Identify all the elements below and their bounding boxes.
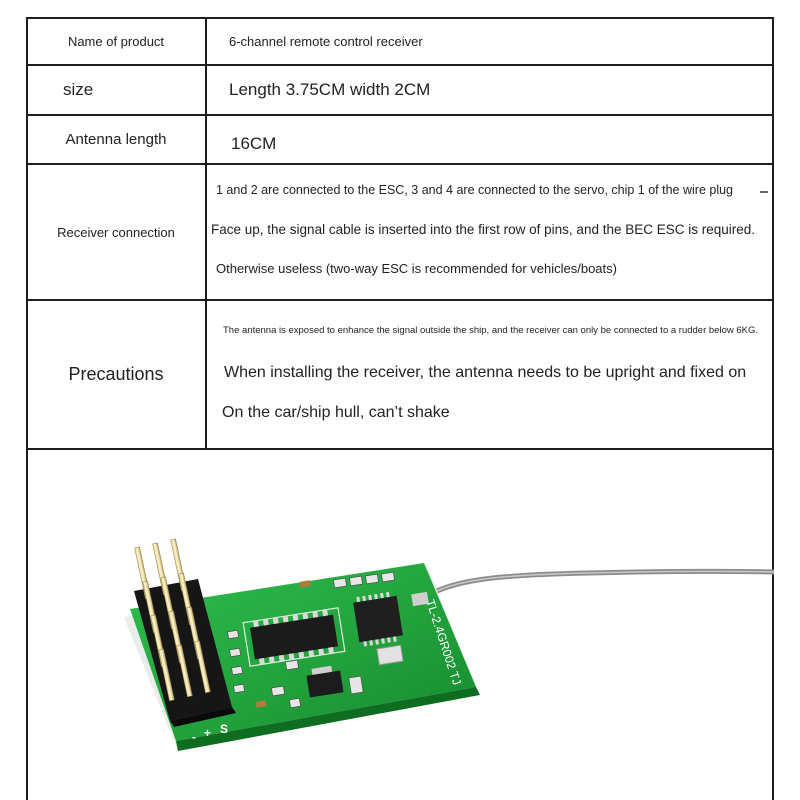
label-product-name: Name of product (67, 34, 165, 49)
svg-text:S: S (220, 722, 229, 736)
label-antenna-length: Antenna length (65, 131, 167, 148)
crystal (377, 645, 403, 665)
receiver-board-illustration (28, 451, 774, 800)
value-product-name: 6-channel remote control receiver (229, 34, 423, 49)
receiver-connection-line-3: Otherwise useless (two-way ESC is recommended for vehicles/boats) (216, 260, 617, 276)
wire-plug-mark (760, 191, 768, 193)
svg-text:+: + (204, 726, 212, 740)
precautions-note: The antenna is exposed to enhance the signal outside the ship, and the receiver can only be connected to a rudder below 6KG. (223, 325, 758, 336)
value-size: Length 3.75CM width 2CM (229, 80, 431, 99)
precautions-line-1: When installing the receiver, the antenna needs to be upright and fixed on (224, 364, 747, 381)
label-receiver-connection: Receiver connection (57, 224, 175, 240)
label-precautions: Precautions (68, 364, 164, 384)
svg-text:-: - (192, 730, 196, 744)
antenna-wire (420, 571, 774, 601)
value-antenna-length: 16CM (231, 133, 277, 153)
row-divider (28, 448, 774, 450)
precautions-line-2: On the car/ship hull, can’t shake (222, 404, 450, 421)
receiver-connection-line-1: 1 and 2 are connected to the ESC, 3 and 4 are connected to the servo, chip 1 of the wire plug (216, 183, 734, 197)
product-photo (28, 451, 774, 800)
label-size: size (63, 80, 94, 99)
board-silkscreen: TL-2.4GR002 TJ (423, 597, 465, 687)
receiver-connection-line-2: Face up, the signal cable is inserted into the first row of pins, and the BEC ESC is required. (211, 221, 756, 237)
